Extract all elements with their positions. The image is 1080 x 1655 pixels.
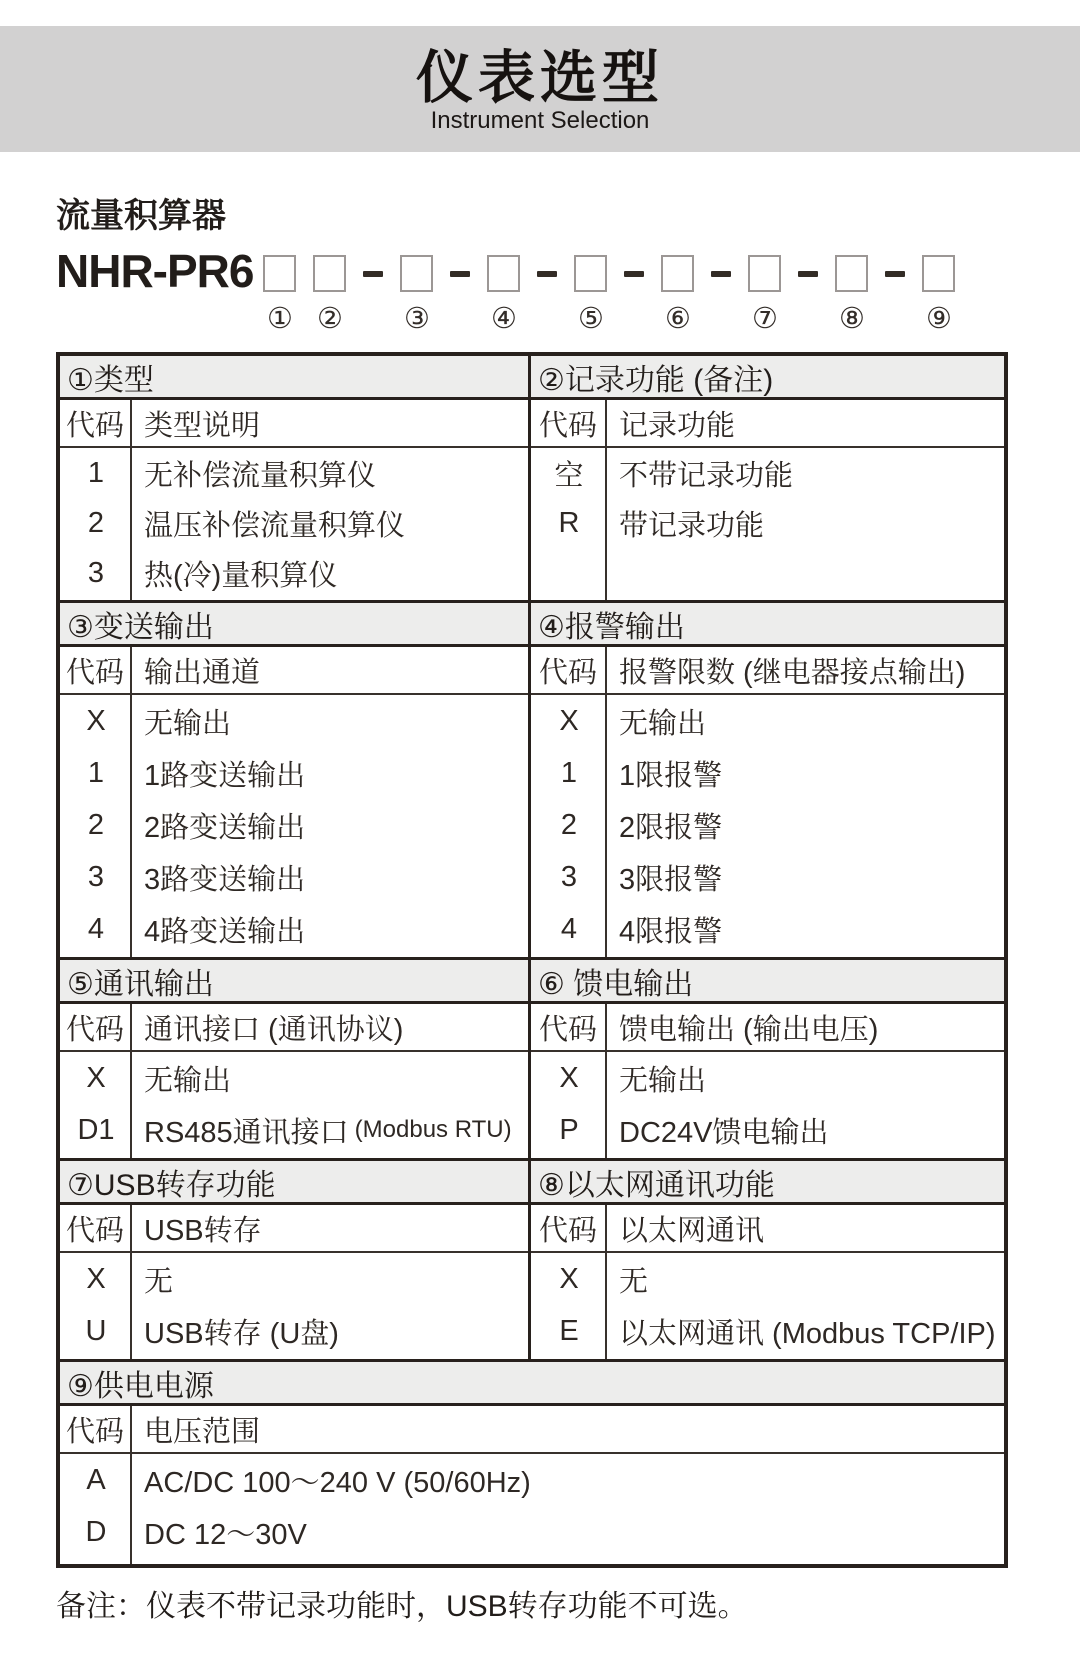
table-row: 3 3限报警 xyxy=(560,860,723,896)
table-row: 3 3路变送输出 xyxy=(87,860,306,896)
section-rows xyxy=(531,448,1004,600)
model-slot-7 xyxy=(747,255,782,335)
section-title: ④报警输出 xyxy=(531,603,1004,647)
table-row: 4 4限报警 xyxy=(560,912,723,948)
section-alarm-output xyxy=(531,603,1004,957)
position-number: ② xyxy=(316,303,343,335)
selection-table xyxy=(56,352,1008,1568)
code-box xyxy=(313,255,346,292)
table-row: E 以太网通讯 (Modbus TCP/IP) xyxy=(559,1314,996,1350)
column-header-row xyxy=(531,400,1004,448)
table-group-2 xyxy=(60,600,1004,957)
table-row: X 无 xyxy=(86,1262,174,1298)
code-box xyxy=(487,255,520,292)
dash-separator xyxy=(363,271,383,277)
position-number: ④ xyxy=(490,303,517,335)
section-record xyxy=(531,356,1004,600)
table-row: A AC/DC 100～240 V (50/60Hz) xyxy=(86,1463,531,1499)
desc-column-header: 类型说明 xyxy=(144,409,261,442)
code-box xyxy=(922,255,955,292)
table-row: 3 热(冷)量积算仪 xyxy=(87,556,338,592)
section-rows xyxy=(60,1253,528,1359)
column-header-row xyxy=(531,1004,1004,1052)
table-row: X 无输出 xyxy=(86,1061,232,1097)
table-row: X 无 xyxy=(559,1262,649,1298)
desc-column-header: 输出通道 xyxy=(144,656,261,689)
table-row: 4 4路变送输出 xyxy=(87,912,306,948)
column-header-row xyxy=(60,400,528,448)
section-comm-output xyxy=(60,960,531,1158)
table-row: 1 1路变送输出 xyxy=(87,756,306,792)
table-group-3 xyxy=(60,957,1004,1158)
code-column-header: 代码 xyxy=(531,1004,607,1050)
column-header-row xyxy=(60,1205,528,1253)
section-rows xyxy=(531,1253,1004,1359)
model-slot-4 xyxy=(486,255,521,335)
table-group-5 xyxy=(60,1359,1004,1564)
content xyxy=(56,188,1008,1625)
column-header-row xyxy=(531,1205,1004,1253)
section-transmit-output xyxy=(60,603,531,957)
code-column-header: 代码 xyxy=(531,400,607,446)
code-column-header: 代码 xyxy=(531,647,607,693)
protocol-note: (Modbus RTU) xyxy=(354,1116,512,1143)
table-row: 空 不带记录功能 xyxy=(554,459,794,492)
section-title: ⑤通讯输出 xyxy=(60,960,528,1004)
dash-separator xyxy=(624,271,644,277)
code-box xyxy=(400,255,433,292)
table-row: 2 温压补偿流量积算仪 xyxy=(87,506,406,542)
code-box xyxy=(263,255,296,292)
model-slot-5 xyxy=(573,255,608,335)
dash-separator xyxy=(885,271,905,277)
model-slot-9 xyxy=(921,255,956,335)
table-row: D1 RS485通讯接口 (Modbus RTU) xyxy=(77,1113,512,1149)
position-number: ⑧ xyxy=(838,303,865,335)
column-header-row xyxy=(60,1004,528,1052)
table-row: R 带记录功能 xyxy=(558,506,765,542)
model-prefix: NHR-PR6 xyxy=(56,245,254,297)
section-title: ③变送输出 xyxy=(60,603,528,647)
table-row: D DC 12～30V xyxy=(85,1515,307,1551)
code-column-header: 代码 xyxy=(60,1205,132,1251)
code-box xyxy=(748,255,781,292)
position-number: ① xyxy=(266,303,293,335)
position-number: ⑥ xyxy=(664,303,691,335)
column-header-row xyxy=(60,1406,1004,1454)
model-code-row xyxy=(56,247,1008,335)
section-rows xyxy=(60,1052,528,1158)
code-column-header: 代码 xyxy=(60,400,132,446)
code-column-header: 代码 xyxy=(60,1406,132,1452)
section-rows xyxy=(531,695,1004,957)
table-row: U USB转存 (U盘) xyxy=(85,1314,339,1350)
section-rows xyxy=(531,1052,1004,1158)
position-number: ⑤ xyxy=(577,303,604,335)
table-row: X 无输出 xyxy=(559,704,707,740)
column-header-row xyxy=(531,647,1004,695)
section-title: ②记录功能 (备注) xyxy=(531,356,1004,400)
column-header-row xyxy=(60,647,528,695)
code-box xyxy=(661,255,694,292)
table-row: X 无输出 xyxy=(86,704,232,740)
section-title: ⑨供电电源 xyxy=(60,1362,1004,1406)
table-row: 2 2限报警 xyxy=(560,808,723,844)
table-group-4 xyxy=(60,1158,1004,1359)
table-row: 2 2路变送输出 xyxy=(87,808,306,844)
code-column-header: 代码 xyxy=(60,647,132,693)
desc-column-header: 以太网通讯 xyxy=(619,1214,765,1247)
footnote: 备注：仪表不带记录功能时，USB转存功能不可选。 xyxy=(56,1590,748,1623)
page-subtitle: Instrument Selection xyxy=(430,107,650,134)
table-row: X 无输出 xyxy=(559,1061,707,1097)
code-column-header: 代码 xyxy=(531,1205,607,1251)
model-slot-8 xyxy=(834,255,869,335)
dash-separator xyxy=(711,271,731,277)
section-title: ⑥ 馈电输出 xyxy=(531,960,1004,1004)
section-usb xyxy=(60,1161,531,1359)
page-title: 仪表选型 xyxy=(416,46,664,110)
code-box xyxy=(574,255,607,292)
table-row: P DC24V馈电输出 xyxy=(559,1113,829,1149)
desc-column-header: 电压范围 xyxy=(144,1415,261,1448)
desc-column-header: 记录功能 xyxy=(619,409,736,442)
section-ethernet xyxy=(531,1161,1004,1359)
position-number: ⑦ xyxy=(751,303,778,335)
section-type xyxy=(60,356,531,600)
desc-column-header: 馈电输出 (输出电压) xyxy=(619,1013,879,1046)
section-title: ①类型 xyxy=(60,356,528,400)
desc-column-header: 通讯接口 (通讯协议) xyxy=(144,1013,404,1046)
product-category: 流量积算器 xyxy=(56,197,226,235)
section-title: ⑦USB转存功能 xyxy=(60,1161,528,1205)
model-slot-3 xyxy=(399,255,434,335)
code-column-header: 代码 xyxy=(60,1004,132,1050)
desc-column-header: 报警限数 (继电器接点输出) xyxy=(619,656,966,689)
section-feed-output xyxy=(531,960,1004,1158)
section-rows xyxy=(60,448,528,600)
dash-separator xyxy=(798,271,818,277)
table-row: 1 1限报警 xyxy=(560,756,723,792)
model-slot-1 xyxy=(262,255,297,335)
table-row: 1 无补偿流量积算仪 xyxy=(87,456,377,492)
desc-column-header: USB转存 xyxy=(144,1214,262,1247)
section-title: ⑧以太网通讯功能 xyxy=(531,1161,1004,1205)
section-rows xyxy=(60,1454,1004,1564)
position-number: ⑨ xyxy=(925,303,952,335)
table-group-1 xyxy=(60,356,1004,600)
position-number: ③ xyxy=(403,303,430,335)
model-slot-6 xyxy=(660,255,695,335)
page-header xyxy=(0,26,1080,152)
model-slot-2 xyxy=(312,255,347,335)
dash-separator xyxy=(537,271,557,277)
section-power xyxy=(60,1362,1004,1564)
code-box xyxy=(835,255,868,292)
section-rows xyxy=(60,695,528,957)
dash-separator xyxy=(450,271,470,277)
